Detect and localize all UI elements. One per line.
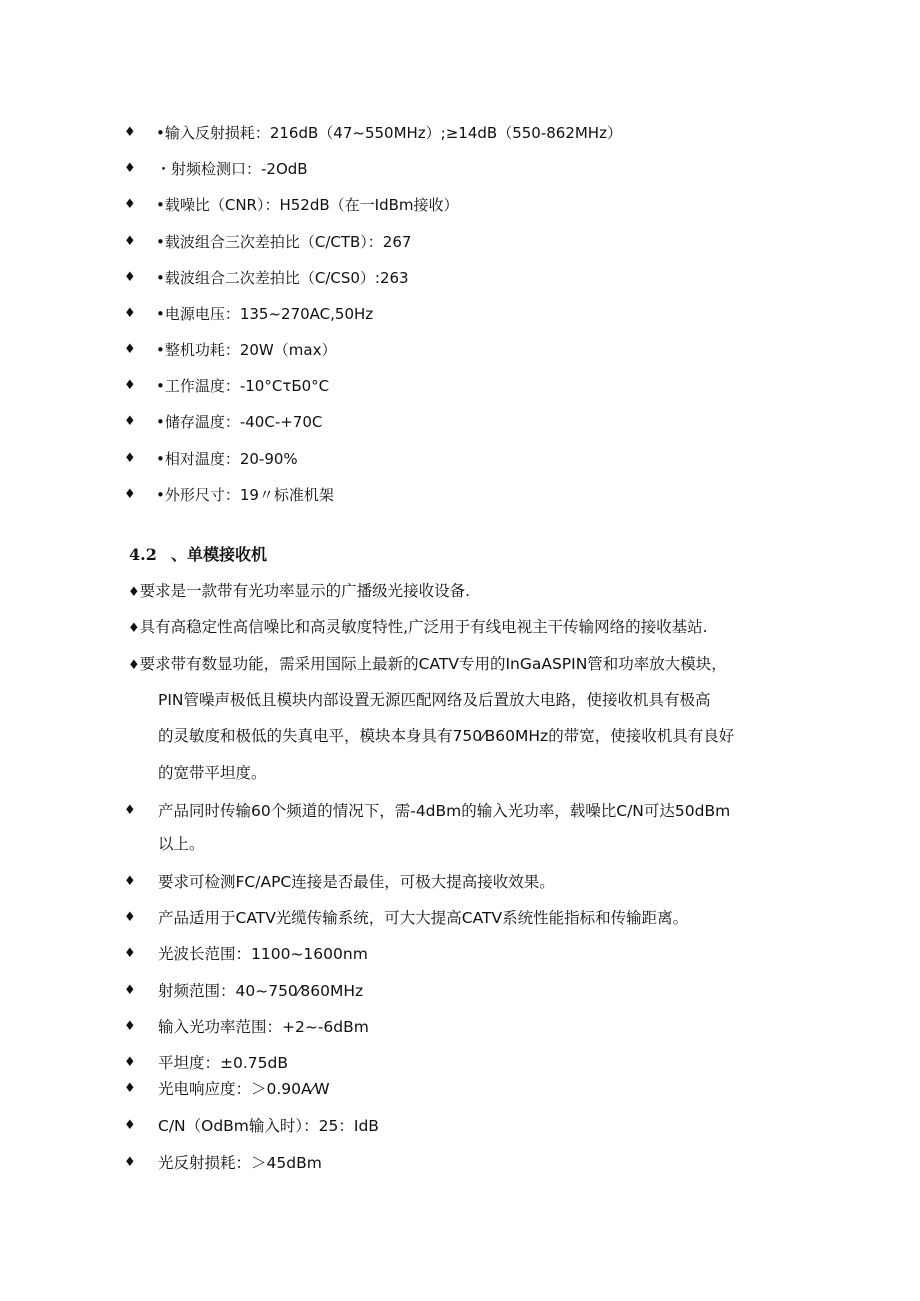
diamond-bullet-icon: ♦	[124, 306, 136, 321]
paragraph-continuation: 以上。	[158, 835, 205, 853]
diamond-bullet-icon: ♦	[124, 197, 136, 212]
diamond-bullet-icon: ♦	[124, 342, 136, 357]
diamond-bullet-icon: ♦	[124, 983, 136, 998]
spec-item	[0, 1113, 920, 1139]
spec-text: 输入光功率范围：+2~-6dBm	[158, 1018, 369, 1036]
spec-item	[0, 265, 920, 291]
spec-text: 光电响应度：＞0.90A⁄W	[158, 1080, 330, 1098]
diamond-bullet-icon: ♦	[128, 621, 140, 636]
spec-text: •整机功耗：20W（max）	[156, 341, 337, 359]
spec-text: •相对温度：20-90%	[156, 450, 298, 468]
diamond-bullet-icon: ♦	[124, 1055, 136, 1070]
spec-item	[0, 1150, 920, 1176]
spec-item	[0, 1014, 920, 1040]
spec-text: 平坦度：±0.75dB	[158, 1054, 288, 1072]
spec-text: C/N（OdBm输入时）：25：IdB	[158, 1117, 379, 1135]
spec-item	[0, 905, 920, 931]
spec-text: •输入反射损耗：216dB（47~550MHz）;≥14dB（550-862MHz）	[156, 124, 622, 142]
paragraph-continuation: 的灵敏度和极低的失真电平，模块本身具有750⁄B60MHz的带宽，使接收机具有良好	[158, 727, 735, 745]
paragraph-continuation: 的宽带平坦度。	[158, 764, 267, 782]
section-title: 、单模接收机	[171, 545, 268, 564]
spec-item	[0, 796, 920, 826]
spec-item	[0, 1050, 920, 1076]
spec-item	[0, 229, 920, 255]
spec-item	[0, 192, 920, 218]
paragraph-text: 要求是一款带有光功率显示的广播级光接收设备.	[139, 582, 471, 600]
diamond-bullet-icon: ♦	[124, 946, 136, 961]
spec-item	[0, 156, 920, 182]
spec-item	[0, 978, 920, 1004]
diamond-bullet-icon: ♦	[124, 1081, 136, 1096]
diamond-bullet-icon: ♦	[124, 1155, 136, 1170]
diamond-bullet-icon: ♦	[128, 658, 140, 673]
spec-item	[0, 1076, 920, 1102]
paragraph	[128, 646, 727, 684]
diamond-bullet-icon: ♦	[124, 1118, 136, 1133]
diamond-bullet-icon: ♦	[124, 874, 136, 889]
diamond-bullet-icon: ♦	[124, 1019, 136, 1034]
diamond-bullet-icon: ♦	[124, 378, 136, 393]
diamond-bullet-icon: ♦	[124, 910, 136, 925]
spec-item	[0, 869, 920, 895]
diamond-bullet-icon: ♦	[124, 803, 136, 818]
paragraph	[128, 573, 470, 611]
diamond-bullet-icon: ♦	[124, 451, 136, 466]
spec-item	[0, 941, 920, 967]
spec-text: •电源电压：135~270AC,50Hz	[156, 305, 374, 323]
spec-item	[0, 446, 920, 472]
paragraph-text: 具有高稳定性高信噪比和高灵敏度特性,广泛用于有线电视主干传输网络的接收基站.	[139, 618, 708, 636]
spec-item	[0, 337, 920, 363]
paragraph-continuation: PIN管噪声极低且模块内部设置无源匹配网络及后置放大电路，使接收机具有极高	[158, 691, 711, 709]
spec-text: 产品适用于CATV光缆传输系统，可大大提高CATV系统性能指标和传输距离。	[158, 909, 689, 927]
spec-item	[0, 482, 920, 508]
spec-item	[0, 409, 920, 435]
spec-text: •载波组合三次差拍比（C/CTB）：267	[156, 233, 412, 251]
spec-item	[0, 373, 920, 399]
diamond-bullet-icon: ♦	[124, 125, 136, 140]
spec-text: 光波长范围：1100~1600nm	[158, 945, 368, 963]
section-heading	[129, 542, 267, 568]
spec-item	[0, 120, 920, 146]
spec-text: 要求可检测FC/APC连接是否最佳，可极大提高接收效果。	[158, 873, 555, 891]
spec-text: •载噪比（CNR）：H52dB（在一IdBm接收）	[156, 196, 459, 214]
spec-text: 光反射损耗：＞45dBm	[158, 1154, 322, 1172]
diamond-bullet-icon: ♦	[124, 234, 136, 249]
spec-text: ・射频检测口：-2OdB	[156, 160, 308, 178]
diamond-bullet-icon: ♦	[128, 585, 140, 600]
diamond-bullet-icon: ♦	[124, 161, 136, 176]
paragraph-text: 要求带有数显功能，需采用国际上最新的CATV专用的InGaASPIN管和功率放大模块，	[139, 655, 727, 673]
spec-text: •工作温度：-10°CτБ0°C	[156, 377, 330, 395]
diamond-bullet-icon: ♦	[124, 414, 136, 429]
spec-text: •外形尺寸：19〃标准机架	[156, 486, 334, 504]
spec-text: 射频范围：40~750⁄860MHz	[158, 982, 364, 1000]
diamond-bullet-icon: ♦	[124, 270, 136, 285]
spec-text: •载波组合二次差拍比（C/CS0）:263	[156, 269, 409, 287]
spec-item	[0, 301, 920, 327]
diamond-bullet-icon: ♦	[124, 487, 136, 502]
paragraph	[128, 609, 708, 647]
spec-text: •储存温度：-40C-+70C	[156, 413, 323, 431]
spec-text: 产品同时传输60个频道的情况下，需-4dBm的输入光功率，载噪比C/N可达50dBm	[158, 802, 731, 820]
section-number: 4.2	[129, 545, 157, 564]
